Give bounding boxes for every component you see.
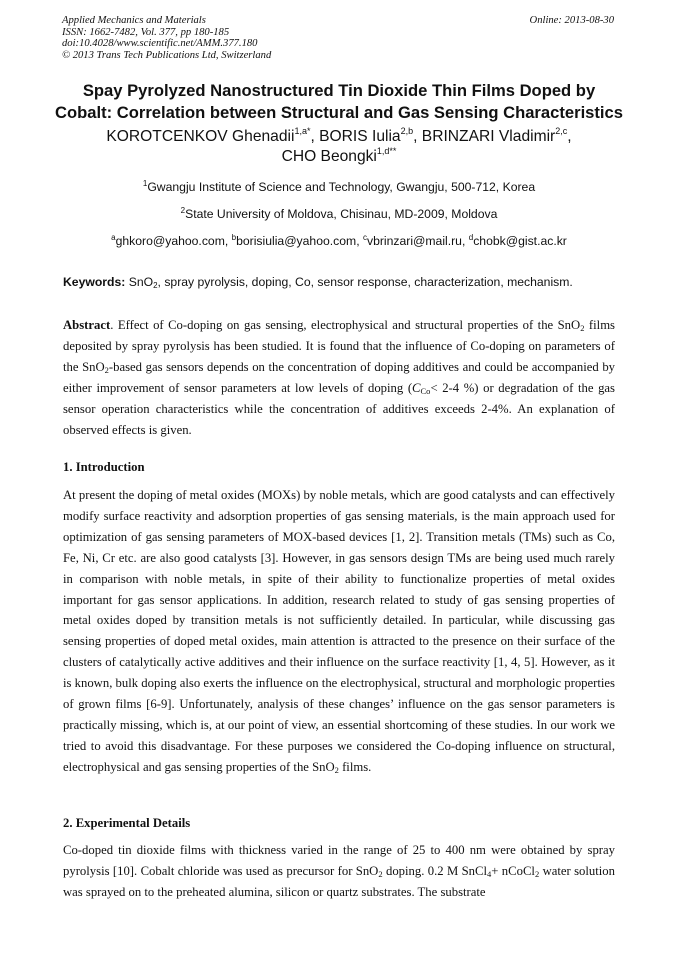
body-text: Co-doped tin dioxide films with thickness varied in the range of 25 to 400 nm were obtained by spray pyrolysis [10]. Cobalt chloride was used as precursor for SnO bbox=[63, 843, 615, 878]
subscript: 2 bbox=[378, 868, 383, 879]
abstract-text: films deposited by spray pyrolysis has been studied. It is found that the influence of Co-doping on parameters of the SnO bbox=[63, 318, 615, 374]
introduction-paragraph bbox=[63, 485, 615, 778]
author-line-1: KOROTCENKOV Ghenadii$^{1,a*}$, BORIS Iulia$^{2,b}$, BRINZARI Vladimir$^{2,c}$, bbox=[106, 126, 572, 145]
section-heading-experimental: 2. Experimental Details bbox=[63, 816, 191, 830]
abstract-label: Abstract bbox=[63, 318, 111, 332]
email-link[interactable]: borisiulia@yahoo.com bbox=[236, 234, 357, 248]
affiliation-superscript: 1 bbox=[142, 179, 148, 188]
email-link[interactable]: vbrinzari@mail.ru bbox=[366, 234, 462, 248]
body-text: At present the doping of metal oxides (MOXs) by noble metals, which are good catalysts and can effectively modify surface reactivity and adsorption properties of gas sensing materials, is the main approach used for optimization of gas sensing parameters of MOX-based devices [1, 2]. Transition metals (TMs) such as Co, Fe, Ni, Cr etc. are also good catalysts [3]. However, in gas sensors design TMs are being used much rarely in comparison with noble metals, in spite of their ability to functionalize properties of metal oxides important for gas sensor applications. In addition, research related to study of gas sensing properties of metal oxides doped by transition metals is not sufficiently detailed. In particular, while discussing gas sensing properties of doped metal oxides, main attention is attracted to the presence on their surface of the clusters of catalytically active additives and their influence on the surface reactivity [1, 4, 5]. However, as it is known, bulk doping also exerts the influence on the electrophysical, structural and morphologic properties of grown films [6-9]. Unfortunately, analysis of these changes’ influence on the gas sensor parameters is practically missing, which is, at our point of view, an essential shortcoming of these studies. In our work we tried to avoid this disadvantage. For these purposes we considered the Co-doping influence on structural, electrophysical and gas sensing properties of the SnO bbox=[63, 488, 615, 774]
paper-title bbox=[30, 80, 648, 124]
subscript: 2 bbox=[334, 764, 339, 775]
body-text: doping. 0.2 M SnCl bbox=[382, 863, 488, 878]
affiliation-superscript: 2 bbox=[180, 206, 186, 215]
title-line-1: Spay Pyrolyzed Nanostructured Tin Dioxide Thin Films Doped by bbox=[82, 81, 596, 100]
body-text: water solution was sprayed on to the preheated alumina, silicon or quartz substrates. The substrate bbox=[63, 863, 615, 899]
author-line-2 bbox=[30, 147, 648, 167]
body-text: + nCoCl bbox=[491, 863, 535, 878]
author-superscript: 1,a* bbox=[294, 126, 311, 136]
author-superscript: 2,c bbox=[555, 126, 568, 136]
keywords bbox=[63, 275, 623, 289]
journal-doi: doi:10.4028/www.scientific.net/AMM.377.180 bbox=[62, 38, 258, 50]
author-name: BORIS Iulia bbox=[319, 128, 401, 145]
journal-copyright: © 2013 Trans Tech Publications Ltd, Switzerland bbox=[62, 49, 272, 61]
author-name: KOROTCENKOV Ghenadii bbox=[106, 128, 295, 145]
email-link[interactable]: chobk@gist.ac.kr bbox=[473, 234, 567, 248]
email-list: $^a$ghkoro@yahoo.com, $^b$borisiulia@yahoo.com, $^c$vbrinzari@mail.ru, $^d$chobk@gist.ac.kr bbox=[111, 233, 567, 248]
journal-header bbox=[62, 15, 271, 61]
author-name: BRINZARI Vladimir bbox=[421, 128, 556, 145]
keyword-subscript: 2 bbox=[153, 281, 158, 290]
affiliation-1 bbox=[30, 180, 648, 194]
keyword-text: SnO bbox=[128, 275, 154, 289]
affiliation-text: Gwangju Institute of Science and Technology, Gwangju, 500-712, Korea bbox=[147, 180, 536, 194]
journal-name: Applied Mechanics and Materials bbox=[62, 15, 206, 26]
author-superscript: 2,b bbox=[400, 126, 414, 136]
author-superscript: 1,d** bbox=[376, 146, 397, 156]
affiliation-2 bbox=[30, 207, 648, 221]
email-superscript: b bbox=[231, 233, 237, 242]
subscript: 2 bbox=[104, 364, 109, 375]
section-heading-introduction: 1. Introduction bbox=[63, 460, 145, 474]
keyword-text: , spray pyrolysis, doping, Co, sensor response, characterization, mechanism. bbox=[157, 275, 573, 289]
email-superscript: c bbox=[362, 233, 367, 242]
abstract-text: . Effect of Co-doping on gas sensing, electrophysical and structural properties of the SnO bbox=[110, 318, 581, 332]
author-name: CHO Beongki bbox=[281, 148, 377, 165]
keywords-label: Keywords: bbox=[63, 275, 126, 289]
abstract-text: < 2-4 %) or degradation of the gas sensor operation characteristics while the concentration of additives exceeds 2-4%. An explanation of observed effects is given. bbox=[63, 380, 615, 437]
title-line-2: Cobalt: Correlation between Structural and Gas Sensing Characteristics bbox=[54, 103, 623, 122]
body-text: films. bbox=[338, 759, 372, 774]
subscript: 4 bbox=[487, 868, 492, 879]
email-link[interactable]: ghkoro@yahoo.com bbox=[115, 234, 225, 248]
subscript: 2 bbox=[534, 868, 540, 879]
online-date: Online: 2013-08-30 bbox=[529, 15, 614, 26]
subscript: Co bbox=[420, 385, 431, 396]
author-list bbox=[30, 127, 648, 167]
experimental-paragraph bbox=[63, 840, 615, 903]
abstract-text: -based gas sensors depends on the concentration of doping additives and could be accompanied by either improvement of sensor parameters at low levels of doping ( bbox=[63, 359, 616, 395]
affiliation-text: State University of Moldova, Chisinau, MD-2009, Moldova bbox=[185, 207, 498, 221]
italic-symbol: C bbox=[412, 380, 421, 395]
journal-issn: ISSN: 1662-7482, Vol. 377, pp 180-185 bbox=[62, 26, 230, 38]
email-superscript: d bbox=[468, 233, 474, 242]
abstract-paragraph bbox=[63, 315, 615, 440]
subscript: 2 bbox=[580, 323, 585, 333]
email-superscript: a bbox=[111, 233, 116, 242]
